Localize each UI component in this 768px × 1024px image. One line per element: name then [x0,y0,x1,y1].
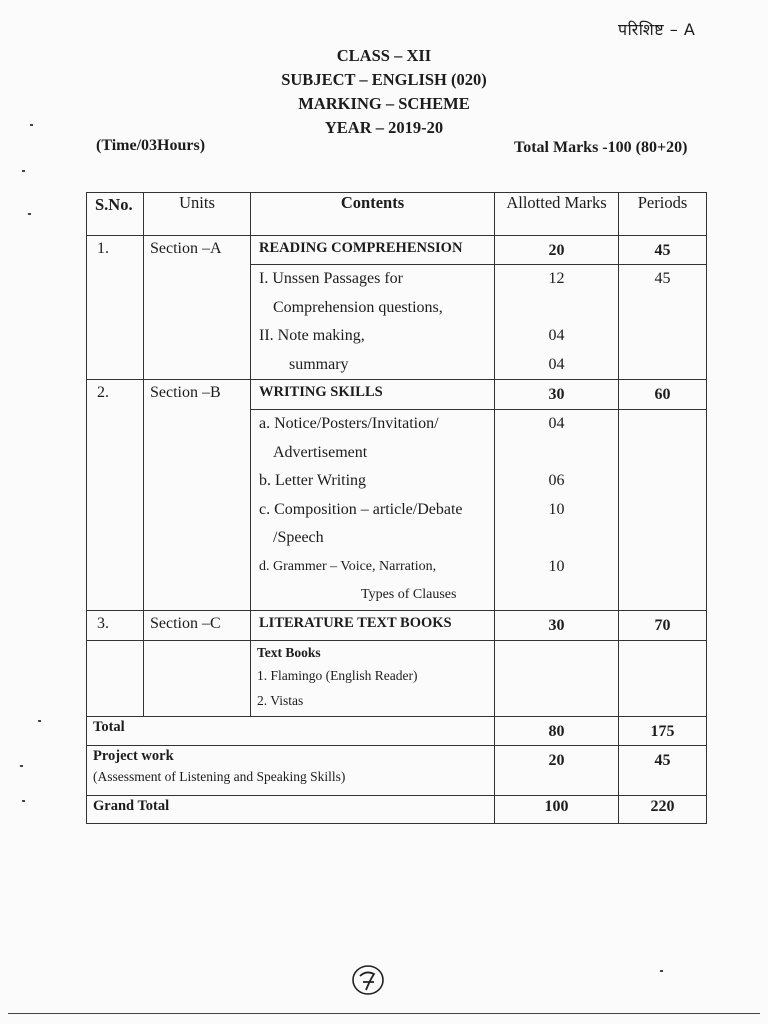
marks-cell: 30 [495,380,619,410]
marks-cell: 30 [495,610,619,640]
marks-cell [495,265,619,380]
scan-speck [38,720,41,722]
handwritten-page-mark-icon [350,962,386,998]
section-heading: READING COMPREHENSION [251,236,495,265]
time-label: (Time/03Hours) [96,137,206,154]
mark-value [495,524,618,553]
header-units: Units [144,193,251,236]
content-line: Types of Clauses [361,587,457,602]
title-block [0,44,768,140]
scan-speck [22,800,25,802]
periods-cell [619,410,707,611]
mark-value: 04 [548,355,565,373]
year-title: YEAR – 2019-20 [324,118,444,137]
mark-value: 10 [548,557,565,575]
content-line: d. Grammer – Voice, Narration, [259,558,437,574]
contents-cell [251,265,495,380]
marks-cell [495,640,619,716]
book-item: 2. Vistas [257,692,304,708]
project-cell [87,745,495,795]
content-line: /Speech [273,529,324,546]
contents-cell [251,410,495,611]
scan-speck [20,765,23,767]
content-line: c. Composition – article/Debate [259,500,463,518]
periods-cell: 45 [619,236,707,265]
unit-cell: Section –B [144,380,251,611]
unit-cell [144,640,251,716]
mark-value [495,439,618,468]
project-marks: 20 [495,745,619,795]
subject-title: SUBJECT – ENGLISH (020) [281,70,487,89]
content-line: summary [289,355,349,373]
marking-scheme-table [86,192,707,824]
table-row [87,640,707,716]
mark-value: 04 [548,415,565,432]
scan-speck [28,213,31,215]
unit-cell: Section –A [144,236,251,380]
text-books-heading: Text Books [257,644,321,660]
project-sub: (Assessment of Listening and Speaking Skills) [93,768,346,784]
sno-cell: 2. [87,380,144,611]
scheme-title: MARKING – SCHEME [298,94,470,113]
bottom-rule [8,1013,760,1014]
periods-cell [619,640,707,716]
mark-value: 10 [548,500,565,518]
scan-speck [30,124,33,126]
periods-cell: 70 [619,610,707,640]
class-title: CLASS – XII [336,46,432,65]
marks-cell [495,410,619,611]
project-row [87,745,707,795]
scan-speck [660,970,663,972]
total-label: Total [87,716,495,745]
section-heading: WRITING SKILLS [251,380,495,410]
grand-total-label: Grand Total [87,795,495,823]
table-row [87,236,707,265]
content-line: I. Unssen Passages for [259,270,403,287]
header-marks: Allotted Marks [495,193,619,236]
mark-value [495,294,618,323]
header-periods: Periods [619,193,707,236]
content-line: Comprehension questions, [273,298,443,316]
sno-cell [87,640,144,716]
table-row [87,380,707,410]
unit-cell: Section –C [144,610,251,640]
content-line: a. Notice/Posters/Invitation/ [259,415,439,432]
total-periods: 175 [619,716,707,745]
mark-value [495,581,618,610]
periods-cell [619,265,707,380]
content-line: II. Note making, [259,327,365,344]
book-item: 1. Flamingo (English Reader) [257,667,418,683]
project-label: Project work [93,747,174,764]
sno-cell: 3. [87,610,144,640]
periods-cell: 60 [619,380,707,410]
mark-value: 04 [548,327,565,344]
project-periods: 45 [619,745,707,795]
total-marks: 80 [495,716,619,745]
text-books-cell [251,640,495,716]
table-row [87,610,707,640]
appendix-label: परिशिष्ट – A [618,20,696,39]
period-value: 45 [654,270,671,287]
content-line: b. Letter Writing [259,472,367,489]
header-sno: S.No. [87,193,144,236]
grand-total-row [87,795,707,823]
scan-speck [22,170,25,172]
mark-value: 12 [548,270,565,287]
marks-cell: 20 [495,236,619,265]
total-row [87,716,707,745]
grand-total-marks: 100 [495,795,619,823]
grand-total-periods: 220 [619,795,707,823]
mark-value: 06 [548,472,565,489]
header-contents: Contents [251,193,495,236]
sno-cell: 1. [87,236,144,380]
content-line: Advertisement [273,443,368,461]
total-marks-label: Total Marks -100 (80+20) [514,139,688,156]
section-heading: LITERATURE TEXT BOOKS [251,610,495,640]
table-header-row [87,193,707,236]
